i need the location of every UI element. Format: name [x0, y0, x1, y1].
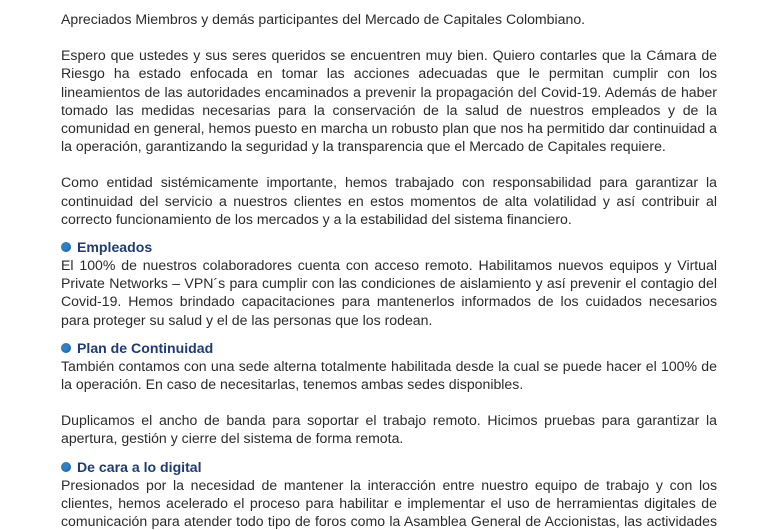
section-paragraph: Presionados por la necesidad de mantener la interacción entre nuestro equipo de trabajo y con los clientes, hemos acelerado el proceso para habilitar e implementar el uso de herramientas digitales de comunicación para atender todo tipo de foros como la Asamblea General de Accionistas, las actividades: [61, 476, 717, 530]
section-title: Empleados: [77, 239, 153, 256]
intro-paragraph: Espero que ustedes y sus seres queridos se encuentren muy bien. Quiero contarles que la Cámara de Riesgo ha estado enfocada en tomar las acciones adecuadas que le permitan cumplir con los lineamientos de las autoridades encaminados a prevenir la propagación del Covid-19. Además de haber tomado las medidas necesarias para la conservación de la salud de nuestros empleados y de la comunidad en general, hemos puesto en marcha un robusto plan que nos ha permitido dar continuidad a la operación, garantizando la seguridad y la transparencia que el Mercado de Capitales requiere.: [61, 47, 717, 155]
section-paragraph: El 100% de nuestros colaboradores cuenta con acceso remoto. Habilitamos nuevos equipos y Virtual Private Networks – VPN´s para cumplir con las condiciones de aislamiento y así prevenir el contagio del Covid-19. Hemos brindado capacitaciones para mantenerlos informados de los cuidados necesarios para proteger su salud y el de las personas que los rodean.: [61, 257, 717, 328]
section-title: Plan de Continuidad: [77, 339, 214, 356]
letter-page: [61, 10, 717, 530]
blue-circle-bullet-icon: [61, 343, 71, 353]
section-heading-de-cara-a-lo-digital: [61, 458, 717, 476]
section-paragraph: Duplicamos el ancho de banda para soportar el trabajo remoto. Hicimos pruebas para garantizar la apertura, gestión y cierre del sistema de forma remota.: [61, 412, 717, 447]
greeting: Apreciados Miembros y demás participantes del Mercado de Capitales Colombiano.: [61, 11, 586, 27]
section-heading-plan-de-continuidad: [61, 339, 717, 357]
section-heading-empleados: [61, 238, 717, 256]
blue-circle-bullet-icon: [61, 462, 71, 472]
section-title: De cara a lo digital: [77, 458, 202, 475]
second-paragraph: Como entidad sistémicamente importante, hemos trabajado con responsabilidad para garantizar la continuidad del servicio a nuestros clientes en estos momentos de alta volatilidad y así contribuir al correcto funcionamiento de los mercados y a la estabilidad del sistema financiero.: [61, 174, 717, 227]
section-paragraph: También contamos con una sede alterna totalmente habilitada desde la cual se puede hacer el 100% de la operación. En caso de necesitarlas, tenemos ambas sedes disponibles.: [61, 357, 717, 393]
blue-circle-bullet-icon: [61, 242, 71, 252]
